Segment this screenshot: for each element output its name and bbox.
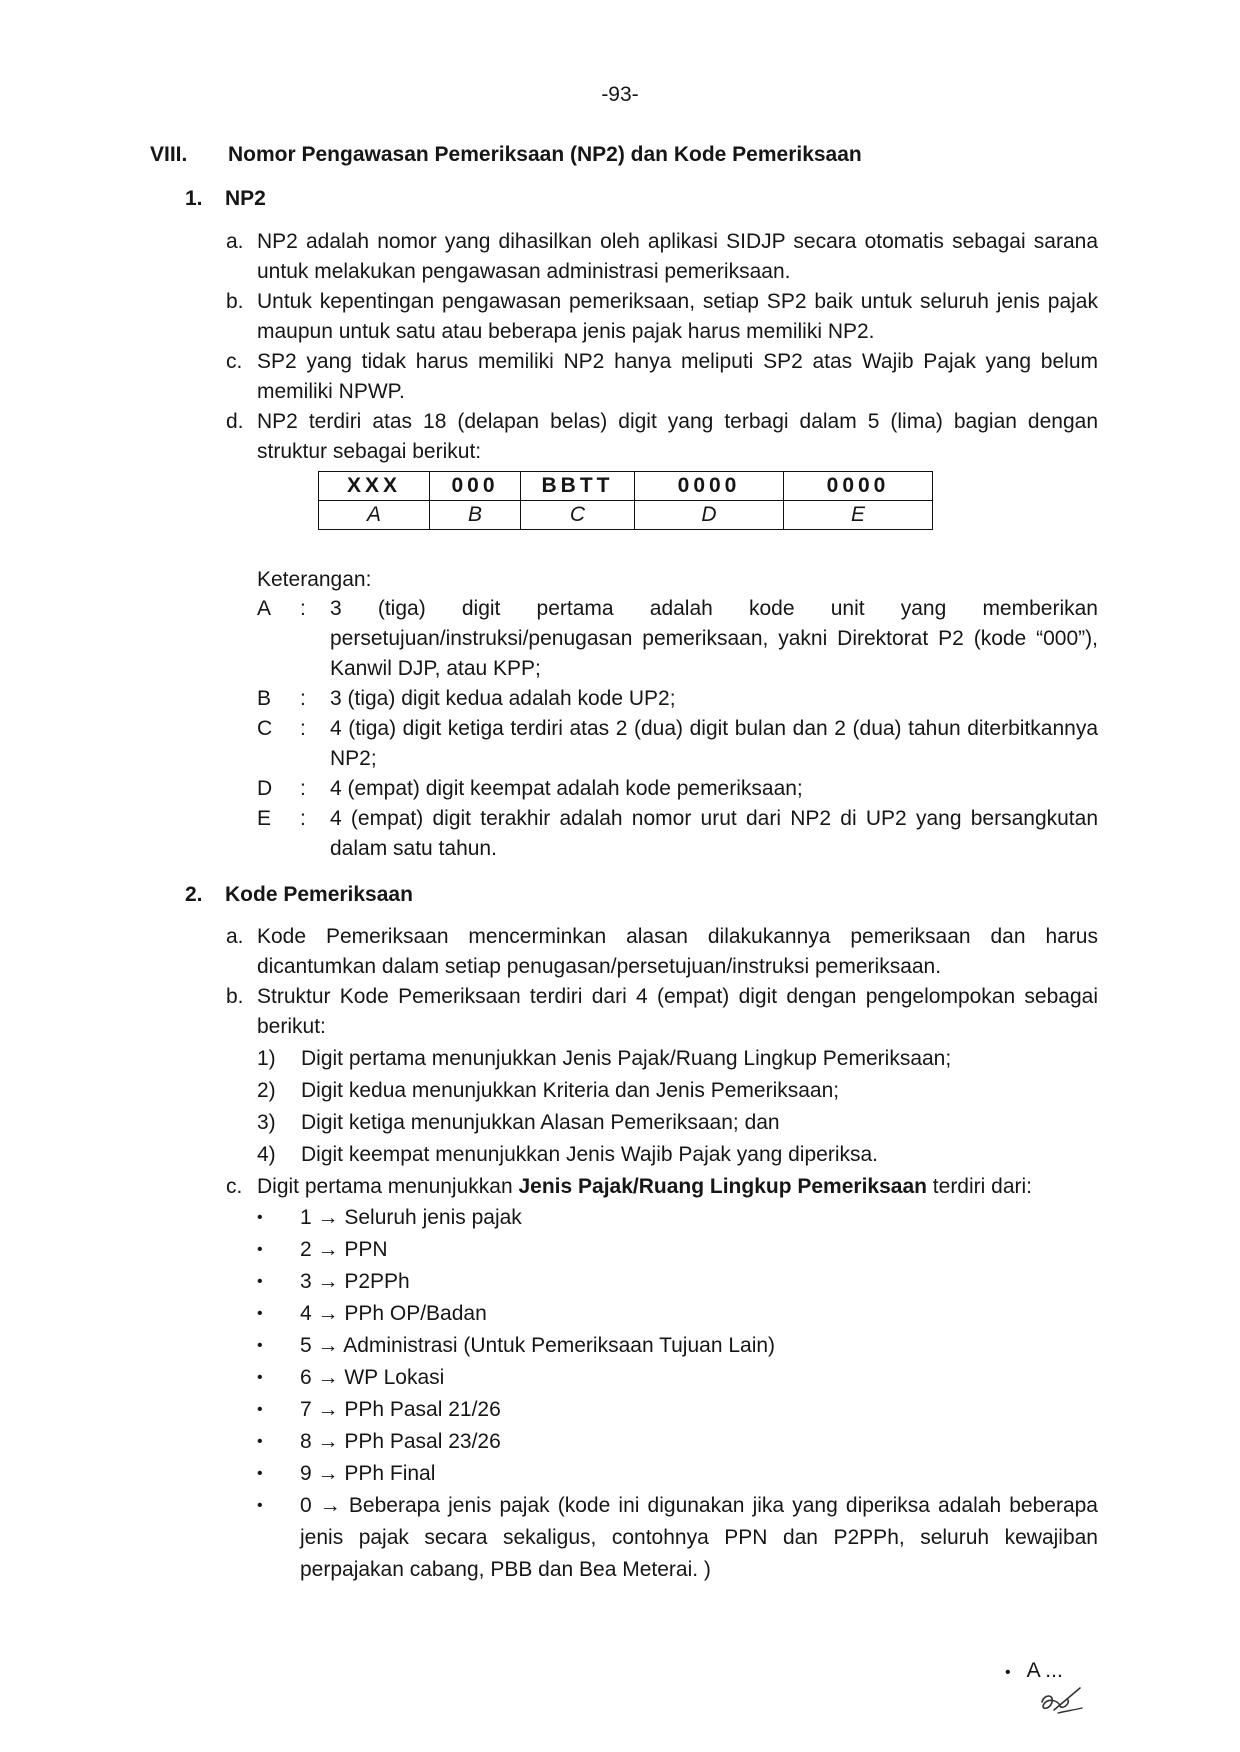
legend-colon: : — [300, 597, 306, 620]
bullet-dot: • — [257, 1241, 263, 1258]
bullet-item — [257, 1394, 1098, 1426]
legend-colon: : — [300, 687, 306, 710]
item-marker: a. — [226, 925, 244, 948]
legend-text: 4 (empat) digit keempat adalah kode pemeriksaan; — [330, 777, 803, 800]
subsection-heading-kode — [185, 880, 1085, 910]
item-marker: c. — [226, 350, 243, 373]
item-text: terdiri dari: — [926, 1175, 1032, 1198]
bullet-dot: • — [257, 1305, 263, 1322]
table-row-codes — [319, 472, 933, 501]
bullet-item — [257, 1266, 1098, 1298]
item-marker: b. — [226, 985, 244, 1008]
subsection-number: 2. — [185, 883, 203, 906]
nested-item — [257, 1076, 1098, 1108]
table-cell: C — [521, 501, 635, 530]
bullet-text: 4 → PPh OP/Badan — [300, 1302, 487, 1325]
bullet-text: 7 → PPh Pasal 21/26 — [300, 1398, 501, 1421]
item-marker: b. — [226, 290, 244, 313]
list-item — [220, 287, 1098, 347]
continuation-text: A ... — [1026, 1659, 1063, 1682]
item-marker: c. — [226, 1175, 243, 1198]
np2-structure-table — [318, 471, 933, 530]
item-text-bold: Jenis Pajak/Ruang Lingkup Pemeriksaan — [518, 1175, 927, 1198]
keterangan-title: Keterangan: — [257, 568, 372, 591]
table-cell: B — [430, 501, 521, 530]
nested-number: 2) — [257, 1079, 276, 1102]
bullet-list — [257, 1202, 1098, 1586]
legend-letter: E — [257, 807, 272, 830]
table-cell: XXX — [319, 472, 430, 501]
legend-text: 3 (tiga) digit pertama adalah kode unit yang memberikan persetujuan/instruksi/penugasan pemeriksaan, yakni Direktorat P2 (kode “000”), Kanwil DJP, atau KPP; — [330, 597, 1098, 680]
bullet-text: 2 → PPN — [300, 1238, 388, 1261]
table-cell: D — [635, 501, 784, 530]
bullet-dot: • — [257, 1433, 263, 1450]
bullet-dot: • — [257, 1465, 263, 1482]
nested-item — [257, 1140, 1098, 1172]
subsection-number: 1. — [185, 187, 203, 210]
nested-text: Digit ketiga menunjukkan Alasan Pemeriksaan; dan — [301, 1111, 780, 1134]
bullet-dot: • — [257, 1337, 263, 1354]
legend-row — [257, 714, 1098, 774]
kode-items — [220, 922, 1098, 1586]
list-item — [220, 982, 1098, 1172]
legend-colon: : — [300, 717, 306, 740]
bullet-text: 9 → PPh Final — [300, 1462, 436, 1485]
legend-row — [257, 804, 1098, 864]
section-title: Nomor Pengawasan Pemeriksaan (NP2) dan Kode Pemeriksaan — [228, 143, 862, 166]
item-text: Struktur Kode Pemeriksaan terdiri dari 4 (empat) digit dengan pengelompokan sebagai berikut: — [257, 985, 1098, 1038]
subsection-title: NP2 — [225, 187, 266, 210]
bullet-item — [257, 1426, 1098, 1458]
section-heading — [150, 140, 1100, 170]
bullet-item — [257, 1298, 1098, 1330]
legend-text: 4 (tiga) digit ketiga terdiri atas 2 (dua) digit bulan dan 2 (dua) tahun diterbitkannya NP2; — [330, 717, 1098, 770]
bullet-dot: • — [1005, 1664, 1011, 1681]
bullet-dot: • — [257, 1369, 263, 1386]
bullet-item — [257, 1362, 1098, 1394]
nested-number: 3) — [257, 1111, 276, 1134]
legend-text: 4 (empat) digit terakhir adalah nomor urut dari NP2 di UP2 yang bersangkutan dalam satu tahun. — [330, 807, 1098, 860]
table-cell: A — [319, 501, 430, 530]
section-number: VIII. — [150, 143, 188, 166]
nested-text: Digit kedua menunjukkan Kriteria dan Jenis Pemeriksaan; — [301, 1079, 840, 1102]
bullet-item — [257, 1458, 1098, 1490]
legend-letter: C — [257, 717, 273, 740]
bullet-text: 3 → P2PPh — [300, 1270, 410, 1293]
item-text: NP2 terdiri atas 18 (delapan belas) digit yang terbagi dalam 5 (lima) bagian dengan struktur sebagai berikut: — [257, 410, 1098, 463]
legend-row — [257, 594, 1098, 684]
nested-number: 4) — [257, 1143, 276, 1166]
bullet-text: 8 → PPh Pasal 23/26 — [300, 1430, 501, 1453]
legend-letter: A — [257, 597, 272, 620]
bullet-dot: • — [257, 1497, 263, 1514]
bullet-text: 6 → WP Lokasi — [300, 1366, 445, 1389]
legend-colon: : — [300, 807, 306, 830]
item-text: Untuk kepentingan pengawasan pemeriksaan, setiap SP2 baik untuk seluruh jenis pajak maupun untuk satu atau beberapa jenis pajak harus memiliki NP2. — [257, 290, 1098, 343]
item-text: Kode Pemeriksaan mencerminkan alasan dilakukannya pemeriksaan dan harus dicantumkan dalam setiap penugasan/persetujuan/instruksi pemeriksaan. — [257, 925, 1098, 978]
bullet-item — [257, 1202, 1098, 1234]
bullet-text: 0 → Beberapa jenis pajak (kode ini digunakan jika yang diperiksa adalah beberapa jenis pajak secara sekaligus, contohnya PPN dan P2PPh, seluruh kewajiban perpajakan cabang, PBB dan Bea Meterai. ) — [300, 1494, 1098, 1581]
bullet-text: 1 → Seluruh jenis pajak — [300, 1206, 522, 1229]
item-text: SP2 yang tidak harus memiliki NP2 hanya meliputi SP2 atas Wajib Pajak yang belum memiliki NPWP. — [257, 350, 1098, 403]
list-item — [220, 407, 1098, 467]
subsection-heading-np2 — [185, 184, 1085, 214]
bullet-text: 5 → Administrasi (Untuk Pemeriksaan Tujuan Lain) — [300, 1334, 776, 1357]
list-item — [220, 922, 1098, 982]
nested-list — [257, 1044, 1098, 1172]
nested-item — [257, 1108, 1098, 1140]
table-cell: 0000 — [635, 472, 784, 501]
table-cell: 000 — [430, 472, 521, 501]
item-text: Digit pertama menunjukkan — [257, 1175, 519, 1198]
nested-text: Digit keempat menunjukkan Jenis Wajib Pajak yang diperiksa. — [301, 1143, 879, 1166]
bullet-dot: • — [257, 1273, 263, 1290]
table-row-letters — [319, 501, 933, 530]
np2-legend — [257, 594, 1098, 864]
legend-letter: B — [257, 687, 272, 710]
list-item — [220, 227, 1098, 287]
bullet-item — [257, 1234, 1098, 1266]
nested-text: Digit pertama menunjukkan Jenis Pajak/Ruang Lingkup Pemeriksaan; — [301, 1047, 952, 1070]
list-item — [220, 347, 1098, 407]
legend-row — [257, 774, 1098, 804]
legend-letter: D — [257, 777, 273, 800]
legend-row — [257, 684, 1098, 714]
item-marker: d. — [226, 410, 244, 433]
bullet-dot: • — [257, 1209, 263, 1226]
table-cell: 0000 — [784, 472, 933, 501]
item-text: NP2 adalah nomor yang dihasilkan oleh aplikasi SIDJP secara otomatis sebagai sarana untuk melakukan pengawasan administrasi pemeriksaan. — [257, 230, 1098, 283]
bullet-item — [257, 1490, 1098, 1586]
nested-number: 1) — [257, 1047, 276, 1070]
item-marker: a. — [226, 230, 244, 253]
page-number: -93- — [601, 83, 639, 106]
legend-text: 3 (tiga) digit kedua adalah kode UP2; — [330, 687, 676, 710]
list-item — [220, 1172, 1098, 1586]
table-cell: BBTT — [521, 472, 635, 501]
np2-items — [220, 227, 1098, 467]
legend-colon: : — [300, 777, 306, 800]
nested-item — [257, 1044, 1098, 1076]
table-cell: E — [784, 501, 933, 530]
bullet-item — [257, 1330, 1098, 1362]
bullet-dot: • — [257, 1401, 263, 1418]
subsection-title: Kode Pemeriksaan — [225, 883, 413, 906]
handwritten-initial — [1034, 1680, 1094, 1720]
